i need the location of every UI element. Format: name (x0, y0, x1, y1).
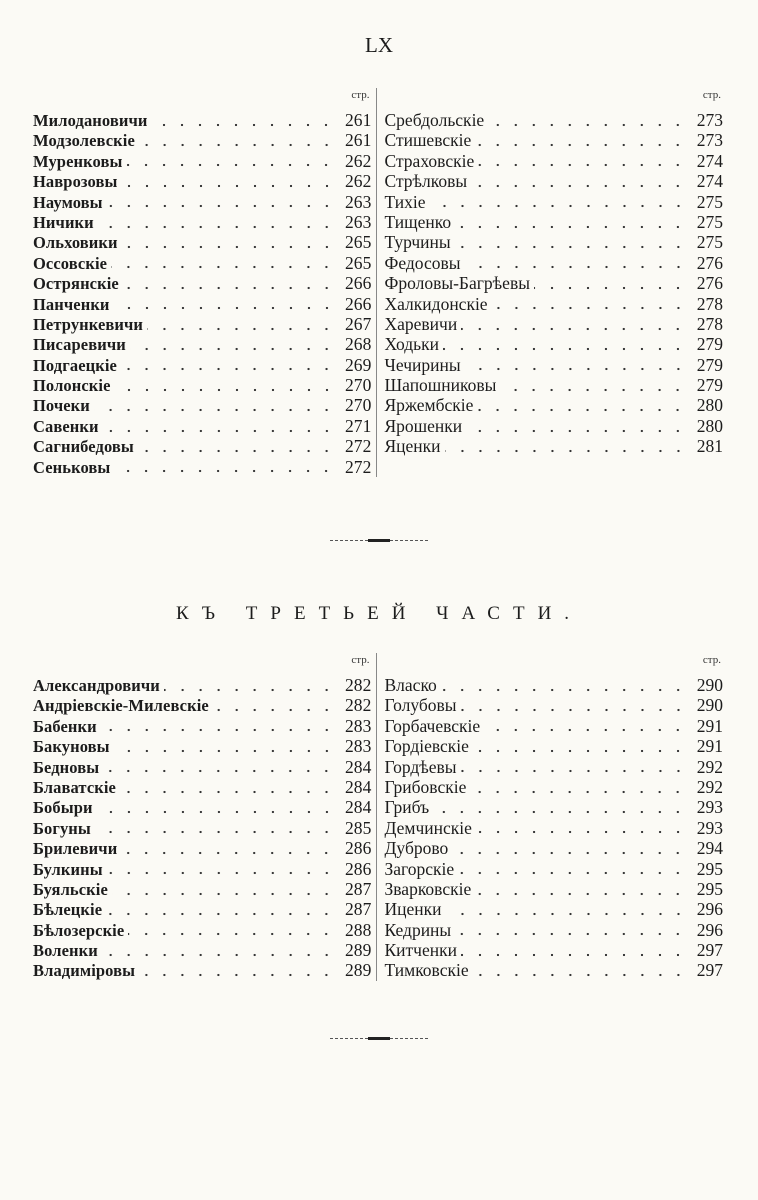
entry-page: 266 (344, 273, 372, 294)
index-entry (385, 130, 724, 150)
dot-leader (461, 327, 687, 331)
dot-leader (475, 892, 687, 896)
dot-leader (112, 892, 336, 896)
entry-page: 282 (344, 675, 372, 695)
index-entry (33, 436, 372, 456)
entry-name: Харевичи (384, 313, 458, 334)
dot-leader (94, 408, 336, 412)
entry-name: Тихіе (384, 191, 426, 212)
entry-page: 290 (696, 675, 723, 695)
page-column-header: стр. (702, 89, 721, 101)
entry-page: 265 (344, 232, 372, 253)
entry-name: Ольховики (33, 233, 118, 253)
entry-page: 282 (344, 695, 372, 716)
entry-page: 278 (696, 293, 723, 314)
dot-leader (97, 810, 336, 814)
entry-name: Стрѣлковы (384, 171, 468, 192)
entry-name: Сеньковы (33, 457, 111, 477)
entry-name: Грибъ (384, 797, 430, 818)
dot-leader (139, 973, 335, 977)
entry-name: Милодановичи (33, 111, 148, 130)
entry-name: Модзолевскіе (33, 131, 135, 151)
entry-name: Муренковы (33, 151, 123, 171)
entry-page: 283 (344, 736, 372, 757)
dot-leader (151, 123, 335, 127)
dot-leader (433, 810, 687, 814)
entry-name: Дуброво (384, 838, 449, 859)
dot-leader (466, 429, 687, 433)
entry-name: Богуны (33, 818, 91, 838)
dot-leader (461, 769, 687, 773)
index-entry (385, 334, 724, 354)
entry-page: 274 (696, 150, 723, 171)
index-entry (33, 416, 372, 436)
entry-page: 263 (344, 211, 372, 232)
entry-name: Гордѣевы (384, 756, 457, 777)
entry-name: Загорскіе (384, 858, 455, 879)
index-entry (33, 879, 372, 899)
dot-leader (139, 143, 336, 147)
index-table-part2 (33, 88, 723, 477)
entry-page: 296 (696, 899, 723, 920)
entry-page: 297 (696, 940, 723, 961)
index-entry (33, 130, 372, 150)
index-entry (385, 355, 724, 375)
dot-leader (122, 245, 336, 249)
entry-name: Блаватскіе (33, 777, 116, 797)
dot-leader (443, 347, 687, 351)
index-entry (385, 171, 724, 191)
index-entry (33, 757, 372, 777)
entry-page: 271 (344, 415, 372, 436)
entry-page: 287 (344, 878, 372, 899)
dot-leader (128, 932, 335, 936)
dot-leader (473, 749, 687, 753)
entry-name: Сребдольскіе (384, 110, 485, 130)
index-entry (385, 859, 724, 879)
entry-name: Савенки (33, 416, 99, 436)
index-entry (385, 899, 724, 919)
index-entry (33, 232, 372, 252)
entry-page: 269 (344, 354, 372, 375)
entry-name: Ярошенки (384, 415, 463, 436)
entry-name: Панченки (33, 294, 110, 314)
entry-page: 270 (344, 395, 372, 416)
dot-leader (465, 367, 687, 371)
entry-name: Демчинскіе (384, 817, 472, 838)
entry-page: 280 (696, 395, 723, 416)
dot-leader (130, 347, 336, 351)
entry-name: Чечирины (384, 354, 461, 375)
entry-page: 274 (696, 171, 723, 192)
entry-name: Тищенко (384, 211, 452, 232)
entry-page: 273 (696, 110, 723, 130)
dot-leader (121, 367, 336, 371)
dot-leader (103, 769, 335, 773)
index-entry (385, 395, 724, 415)
entry-page: 275 (696, 232, 723, 253)
entry-name: Шапошниковы (384, 375, 497, 396)
entry-name: Писаревичи (33, 335, 126, 355)
page-column-header: стр. (351, 89, 370, 101)
entry-page: 265 (344, 252, 372, 273)
entry-page: 290 (696, 695, 723, 716)
entry-name: Воленки (33, 941, 98, 961)
entry-page: 275 (696, 211, 723, 232)
dot-leader (430, 204, 688, 208)
entry-name: Подгаецкіе (33, 355, 117, 375)
index-entry (33, 314, 372, 334)
index-entry (385, 695, 724, 715)
index-entry (385, 416, 724, 436)
dot-leader (461, 953, 687, 957)
entry-name: Острянскіе (33, 274, 119, 294)
entry-page: 289 (344, 960, 372, 981)
entry-page: 289 (344, 940, 372, 961)
index-column-left (33, 88, 376, 477)
index-entry (385, 675, 724, 695)
dot-leader (455, 932, 687, 936)
entry-page: 286 (344, 838, 372, 859)
entry-name: Буяльскіе (33, 879, 108, 899)
dot-leader (103, 429, 336, 433)
dot-leader (122, 184, 336, 188)
dot-leader (461, 708, 687, 712)
index-entry (385, 273, 724, 293)
entry-name: Андрiевскіе-Милевскіе (33, 696, 209, 716)
dot-leader (492, 306, 687, 310)
entry-page: 279 (696, 334, 723, 355)
index-entry (385, 294, 724, 314)
dot-leader (95, 830, 336, 834)
index-entry (385, 212, 724, 232)
entry-name: Брилевичи (33, 839, 118, 859)
entry-page: 284 (344, 756, 372, 777)
entry-page: 292 (696, 756, 723, 777)
entry-page: 295 (696, 858, 723, 879)
entry-page: 267 (344, 313, 372, 334)
entry-name: Бобыри (33, 798, 93, 818)
entry-name: Бабенки (33, 716, 97, 736)
dot-leader (476, 830, 687, 834)
entry-page: 281 (696, 436, 723, 457)
entry-page: 280 (696, 415, 723, 436)
index-entry (385, 818, 724, 838)
dot-leader (147, 327, 335, 331)
dot-leader (126, 163, 335, 167)
entry-page: 283 (344, 715, 372, 736)
dot-leader (465, 265, 688, 269)
entry-name: Бедновы (33, 757, 100, 777)
index-entry (385, 838, 724, 858)
page-column-header: стр. (351, 654, 370, 666)
entry-page: 261 (344, 110, 372, 130)
entry-page: 276 (696, 252, 723, 273)
dot-leader (121, 851, 335, 855)
dot-leader (445, 449, 687, 453)
entry-page: 296 (696, 919, 723, 940)
dot-leader (114, 749, 336, 753)
dot-leader (114, 469, 335, 473)
entry-page: 268 (344, 334, 372, 355)
entry-page: 291 (696, 715, 723, 736)
entry-page: 276 (696, 273, 723, 294)
entry-page: 270 (344, 375, 372, 396)
index-entry (33, 151, 372, 171)
entry-name: Сагнибедовы (33, 437, 134, 457)
entry-page: 279 (696, 375, 723, 396)
dot-leader (138, 449, 336, 453)
index-entry (385, 736, 724, 756)
dot-leader (123, 286, 336, 290)
index-entry (33, 777, 372, 797)
entry-page: 284 (344, 776, 372, 797)
index-entry (33, 212, 372, 232)
entry-page: 294 (696, 838, 723, 859)
index-entry (385, 757, 724, 777)
index-entry (33, 818, 372, 838)
entry-name: Зварковскіе (384, 878, 472, 899)
index-entry (385, 192, 724, 212)
dot-leader (106, 912, 335, 916)
dot-leader (446, 912, 687, 916)
index-entry (385, 940, 724, 960)
entry-name: Халкидонскіе (384, 293, 488, 314)
index-entry (33, 838, 372, 858)
dot-leader (101, 728, 336, 732)
index-entry (33, 716, 372, 736)
dot-leader (120, 790, 336, 794)
index-entry (33, 736, 372, 756)
dot-leader (102, 953, 336, 957)
dot-leader (455, 245, 687, 249)
dot-leader (475, 143, 687, 147)
entry-page: 262 (344, 171, 372, 192)
entry-name: Петрункевичи (33, 314, 144, 334)
entry-name: Кедрины (384, 919, 452, 940)
index-entry (33, 375, 372, 395)
entry-name: Стишевскіе (384, 130, 472, 151)
index-entry (33, 695, 372, 715)
entry-name: Страховскіе (384, 150, 475, 171)
entry-name: Китченки (384, 940, 457, 961)
dot-leader (458, 871, 687, 875)
index-entry (33, 675, 372, 695)
entry-name: Ходьки (384, 334, 440, 355)
entry-name: Гордіевскіе (384, 736, 469, 757)
index-entry (385, 232, 724, 252)
entry-name: Иценки (384, 899, 442, 920)
dot-leader (478, 163, 687, 167)
index-entry (385, 375, 724, 395)
entry-page: 275 (696, 191, 723, 212)
entry-name: Яценки (384, 436, 441, 457)
section-divider (330, 540, 428, 542)
entry-name: Бѣлозерскіе (33, 920, 125, 940)
index-entry (33, 334, 372, 354)
dot-leader (534, 286, 687, 290)
entry-name: Владиміровы (33, 961, 136, 981)
dot-leader (107, 871, 336, 875)
index-entry (385, 879, 724, 899)
index-entry (385, 920, 724, 940)
entry-name: Ничики (33, 212, 94, 232)
entry-page: 262 (344, 150, 372, 171)
entry-name: Тимковскіе (384, 960, 469, 981)
index-entry (385, 253, 724, 273)
index-entry (33, 395, 372, 415)
entry-name: Горбачевскіе (384, 715, 481, 736)
dot-leader (473, 973, 687, 977)
entry-page: 295 (696, 878, 723, 899)
entry-page: 278 (696, 313, 723, 334)
dot-leader (455, 225, 687, 229)
index-entry (385, 110, 724, 130)
dot-leader (164, 688, 336, 692)
dot-leader (114, 306, 336, 310)
index-entry (33, 899, 372, 919)
entry-page: 273 (696, 130, 723, 151)
index-entry (33, 859, 372, 879)
entry-name: Бѣлецкіе (33, 900, 103, 920)
entry-name: Яржембскіе (384, 395, 474, 416)
index-entry (33, 797, 372, 817)
index-entry (33, 457, 372, 477)
dot-leader (500, 388, 687, 392)
dot-leader (441, 688, 687, 692)
index-entry (33, 960, 372, 980)
dot-leader (213, 708, 336, 712)
index-entry (33, 171, 372, 191)
index-column-right (376, 653, 724, 981)
end-divider (330, 1038, 428, 1040)
entry-name: Полонскіе (33, 376, 111, 396)
dot-leader (488, 123, 687, 127)
dot-leader (471, 184, 687, 188)
entry-page: 287 (344, 899, 372, 920)
dot-leader (470, 790, 687, 794)
entry-page: 261 (344, 130, 372, 151)
index-entry (33, 920, 372, 940)
entry-page: 272 (344, 436, 372, 457)
dot-leader (484, 728, 687, 732)
index-column-right (376, 88, 724, 477)
index-entry (33, 110, 372, 130)
index-entry (385, 716, 724, 736)
entry-name: Булкины (33, 859, 103, 879)
entry-name: Голубовы (384, 695, 457, 716)
page-column-header: стр. (702, 654, 721, 666)
entry-page: 284 (344, 797, 372, 818)
index-entry (385, 797, 724, 817)
entry-page: 291 (696, 736, 723, 757)
index-entry (33, 940, 372, 960)
dot-leader (111, 265, 335, 269)
dot-leader (477, 408, 687, 412)
entry-name: Почеки (33, 396, 90, 416)
entry-name: Наврозовы (33, 172, 118, 192)
entry-name: Оссовскіе (33, 253, 108, 273)
dot-leader (115, 388, 336, 392)
entry-page: 297 (696, 960, 723, 981)
index-entry (33, 192, 372, 212)
index-entry (33, 294, 372, 314)
index-entry (385, 151, 724, 171)
dot-leader (98, 225, 336, 229)
entry-name: Наумовы (33, 192, 103, 212)
entry-page: 293 (696, 817, 723, 838)
entry-page: 293 (696, 797, 723, 818)
entry-name: Федосовы (384, 252, 461, 273)
index-entry (385, 777, 724, 797)
entry-page: 286 (344, 858, 372, 879)
entry-name: Власко (384, 675, 437, 695)
entry-name: Фроловы-Багрѣевы (384, 273, 530, 294)
entry-name: Бакуновы (33, 737, 110, 757)
entry-name: Грибовскіе (384, 776, 467, 797)
index-entry (33, 253, 372, 273)
index-entry (385, 314, 724, 334)
index-column-left (33, 653, 376, 981)
entry-page: 263 (344, 191, 372, 212)
entry-page: 266 (344, 293, 372, 314)
page-number: LX (365, 33, 393, 57)
entry-page: 285 (344, 817, 372, 838)
entry-page: 288 (344, 919, 372, 940)
index-entry (33, 273, 372, 293)
index-table-part3 (33, 653, 723, 981)
entry-page: 292 (696, 776, 723, 797)
index-entry (385, 436, 724, 456)
index-entry (33, 355, 372, 375)
entry-name: Александровичи (33, 676, 160, 695)
entry-name: Турчины (384, 232, 451, 253)
index-entry (385, 960, 724, 980)
dot-leader (107, 204, 336, 208)
entry-page: 272 (344, 456, 372, 477)
section-title: КЪ ТРЕТЬЕЙ ЧАСТИ. (175, 603, 583, 624)
dot-leader (452, 851, 687, 855)
entry-page: 279 (696, 354, 723, 375)
